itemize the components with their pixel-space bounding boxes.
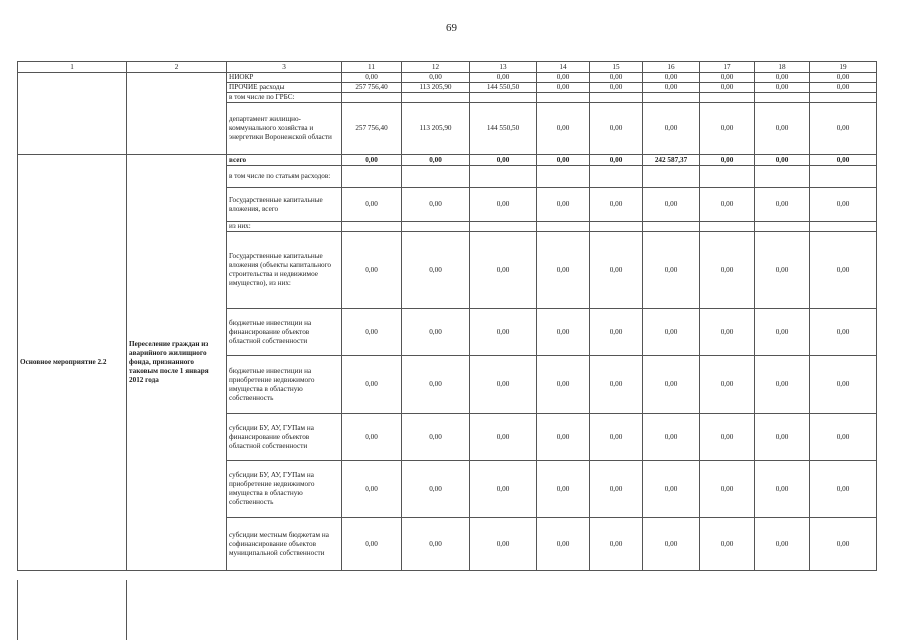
value-cell: 0,00	[643, 73, 700, 83]
value-cell	[590, 222, 643, 232]
value-cell: 0,00	[402, 461, 470, 518]
value-cell: 0,00	[700, 103, 755, 155]
column-header: 17	[700, 62, 755, 73]
value-cell	[643, 222, 700, 232]
value-cell: 0,00	[402, 518, 470, 571]
value-cell: 0,00	[755, 356, 810, 414]
value-cell: 0,00	[643, 83, 700, 93]
value-cell: 0,00	[700, 155, 755, 166]
row-label: в том числе по ГРБС:	[227, 93, 342, 103]
value-cell: 144 550,50	[470, 103, 537, 155]
value-cell	[470, 93, 537, 103]
value-cell: 0,00	[590, 461, 643, 518]
value-cell	[342, 93, 402, 103]
value-cell	[755, 93, 810, 103]
value-cell: 0,00	[700, 356, 755, 414]
value-cell: 0,00	[700, 414, 755, 461]
value-cell: 0,00	[590, 73, 643, 83]
value-cell: 0,00	[470, 232, 537, 309]
value-cell: 0,00	[342, 461, 402, 518]
value-cell	[402, 166, 470, 188]
value-cell: 0,00	[590, 232, 643, 309]
empty-cell	[18, 73, 127, 155]
value-cell: 0,00	[470, 73, 537, 83]
value-cell	[810, 166, 877, 188]
value-cell	[342, 166, 402, 188]
row-label: НИОКР	[227, 73, 342, 83]
value-cell: 0,00	[342, 188, 402, 222]
value-cell: 0,00	[700, 83, 755, 93]
value-cell: 0,00	[537, 518, 590, 571]
value-cell: 0,00	[700, 309, 755, 356]
value-cell: 0,00	[590, 414, 643, 461]
value-cell	[700, 222, 755, 232]
value-cell: 0,00	[810, 155, 877, 166]
value-cell: 0,00	[537, 103, 590, 155]
table-row	[18, 73, 877, 83]
value-cell: 0,00	[342, 73, 402, 83]
value-cell: 113 205,90	[402, 83, 470, 93]
value-cell: 0,00	[342, 309, 402, 356]
column-header: 3	[227, 62, 342, 73]
value-cell: 0,00	[590, 103, 643, 155]
value-cell: 144 550,50	[470, 83, 537, 93]
value-cell	[643, 166, 700, 188]
value-cell	[590, 166, 643, 188]
row-label: департамент жилищно-коммунального хозяйства и энергетики Воронежской области	[227, 103, 342, 155]
value-cell	[700, 93, 755, 103]
value-cell: 0,00	[755, 73, 810, 83]
page-number: 69	[446, 22, 457, 34]
budget-table	[17, 61, 877, 571]
value-cell: 0,00	[810, 518, 877, 571]
value-cell: 0,00	[402, 73, 470, 83]
row-label: Государственные капитальные вложения (объекты капитального строительства и недвижимое имущество), из них:	[227, 232, 342, 309]
value-cell: 0,00	[643, 356, 700, 414]
value-cell: 0,00	[342, 155, 402, 166]
activity-name: Основное мероприятие 2.2	[18, 155, 127, 571]
value-cell: 0,00	[537, 83, 590, 93]
value-cell: 0,00	[342, 232, 402, 309]
value-cell: 0,00	[590, 309, 643, 356]
value-cell	[402, 222, 470, 232]
column-header: 2	[127, 62, 227, 73]
row-label: субсидии местным бюджетам на софинансирование объектов муниципальной собственности	[227, 518, 342, 571]
value-cell: 0,00	[643, 188, 700, 222]
value-cell: 0,00	[810, 103, 877, 155]
value-cell: 0,00	[810, 356, 877, 414]
value-cell: 0,00	[700, 73, 755, 83]
value-cell: 0,00	[342, 414, 402, 461]
page-edge-line-1	[17, 580, 18, 640]
value-cell: 0,00	[810, 461, 877, 518]
value-cell: 0,00	[537, 155, 590, 166]
column-header: 16	[643, 62, 700, 73]
value-cell: 0,00	[537, 188, 590, 222]
value-cell: 0,00	[700, 232, 755, 309]
value-cell: 0,00	[755, 309, 810, 356]
value-cell	[643, 93, 700, 103]
value-cell: 0,00	[470, 309, 537, 356]
value-cell	[755, 222, 810, 232]
value-cell: 0,00	[643, 103, 700, 155]
value-cell: 257 756,40	[342, 83, 402, 93]
value-cell: 0,00	[810, 83, 877, 93]
activity-description: Переселение граждан из аварийного жилищного фонда, признанного таковым после 1 января 2012 года	[127, 155, 227, 571]
value-cell: 0,00	[643, 232, 700, 309]
row-label: бюджетные инвестиции на приобретение недвижимого имущества в областную собственность	[227, 356, 342, 414]
value-cell: 113 205,90	[402, 103, 470, 155]
value-cell: 0,00	[470, 188, 537, 222]
column-header: 11	[342, 62, 402, 73]
column-header: 1	[18, 62, 127, 73]
value-cell	[537, 93, 590, 103]
value-cell: 0,00	[810, 188, 877, 222]
value-cell: 0,00	[342, 356, 402, 414]
value-cell: 0,00	[402, 414, 470, 461]
value-cell: 0,00	[470, 155, 537, 166]
value-cell: 0,00	[590, 188, 643, 222]
value-cell	[810, 222, 877, 232]
value-cell: 0,00	[643, 414, 700, 461]
value-cell: 0,00	[537, 232, 590, 309]
value-cell: 0,00	[700, 461, 755, 518]
column-header: 15	[590, 62, 643, 73]
row-label: ПРОЧИЕ расходы	[227, 83, 342, 93]
value-cell	[700, 166, 755, 188]
value-cell: 0,00	[755, 414, 810, 461]
row-label: в том числе по статьям расходов:	[227, 166, 342, 188]
header-row	[18, 62, 877, 73]
value-cell: 0,00	[537, 309, 590, 356]
row-label: субсидии БУ, АУ, ГУПам на финансирование объектов областной собственности	[227, 414, 342, 461]
value-cell: 0,00	[402, 232, 470, 309]
value-cell: 0,00	[755, 103, 810, 155]
value-cell: 0,00	[537, 356, 590, 414]
column-header: 18	[755, 62, 810, 73]
row-label: Государственные капитальные вложения, всего	[227, 188, 342, 222]
value-cell: 0,00	[470, 518, 537, 571]
column-header: 19	[810, 62, 877, 73]
value-cell: 0,00	[700, 188, 755, 222]
value-cell	[342, 222, 402, 232]
value-cell	[470, 222, 537, 232]
value-cell: 0,00	[470, 356, 537, 414]
value-cell: 0,00	[700, 518, 755, 571]
value-cell: 0,00	[537, 461, 590, 518]
empty-cell	[127, 73, 227, 155]
value-cell	[590, 93, 643, 103]
column-header: 13	[470, 62, 537, 73]
value-cell: 0,00	[342, 518, 402, 571]
table-row	[18, 155, 877, 166]
value-cell: 0,00	[643, 461, 700, 518]
column-header: 12	[402, 62, 470, 73]
value-cell: 242 587,37	[643, 155, 700, 166]
row-label: бюджетные инвестиции на финансирование объектов областной собственности	[227, 309, 342, 356]
value-cell: 0,00	[810, 414, 877, 461]
column-header: 14	[537, 62, 590, 73]
page-edge-line-2	[126, 580, 127, 640]
value-cell: 0,00	[590, 155, 643, 166]
value-cell: 0,00	[643, 309, 700, 356]
value-cell: 0,00	[810, 309, 877, 356]
value-cell: 0,00	[643, 518, 700, 571]
value-cell: 0,00	[810, 73, 877, 83]
value-cell: 0,00	[810, 232, 877, 309]
value-cell	[470, 166, 537, 188]
value-cell: 0,00	[590, 83, 643, 93]
value-cell: 0,00	[402, 356, 470, 414]
value-cell: 0,00	[402, 309, 470, 356]
row-label: из них:	[227, 222, 342, 232]
value-cell: 0,00	[402, 155, 470, 166]
value-cell: 0,00	[590, 356, 643, 414]
value-cell: 0,00	[755, 83, 810, 93]
value-cell	[755, 166, 810, 188]
value-cell: 257 756,40	[342, 103, 402, 155]
value-cell: 0,00	[537, 414, 590, 461]
value-cell: 0,00	[755, 518, 810, 571]
value-cell	[537, 222, 590, 232]
value-cell	[810, 93, 877, 103]
value-cell: 0,00	[755, 155, 810, 166]
row-label: всего	[227, 155, 342, 166]
value-cell: 0,00	[537, 73, 590, 83]
value-cell: 0,00	[470, 461, 537, 518]
value-cell	[537, 166, 590, 188]
value-cell: 0,00	[470, 414, 537, 461]
value-cell: 0,00	[755, 188, 810, 222]
row-label: субсидии БУ, АУ, ГУПам на приобретение недвижимого имущества в областную собственность	[227, 461, 342, 518]
value-cell	[402, 93, 470, 103]
value-cell: 0,00	[590, 518, 643, 571]
value-cell: 0,00	[402, 188, 470, 222]
value-cell: 0,00	[755, 232, 810, 309]
value-cell: 0,00	[755, 461, 810, 518]
